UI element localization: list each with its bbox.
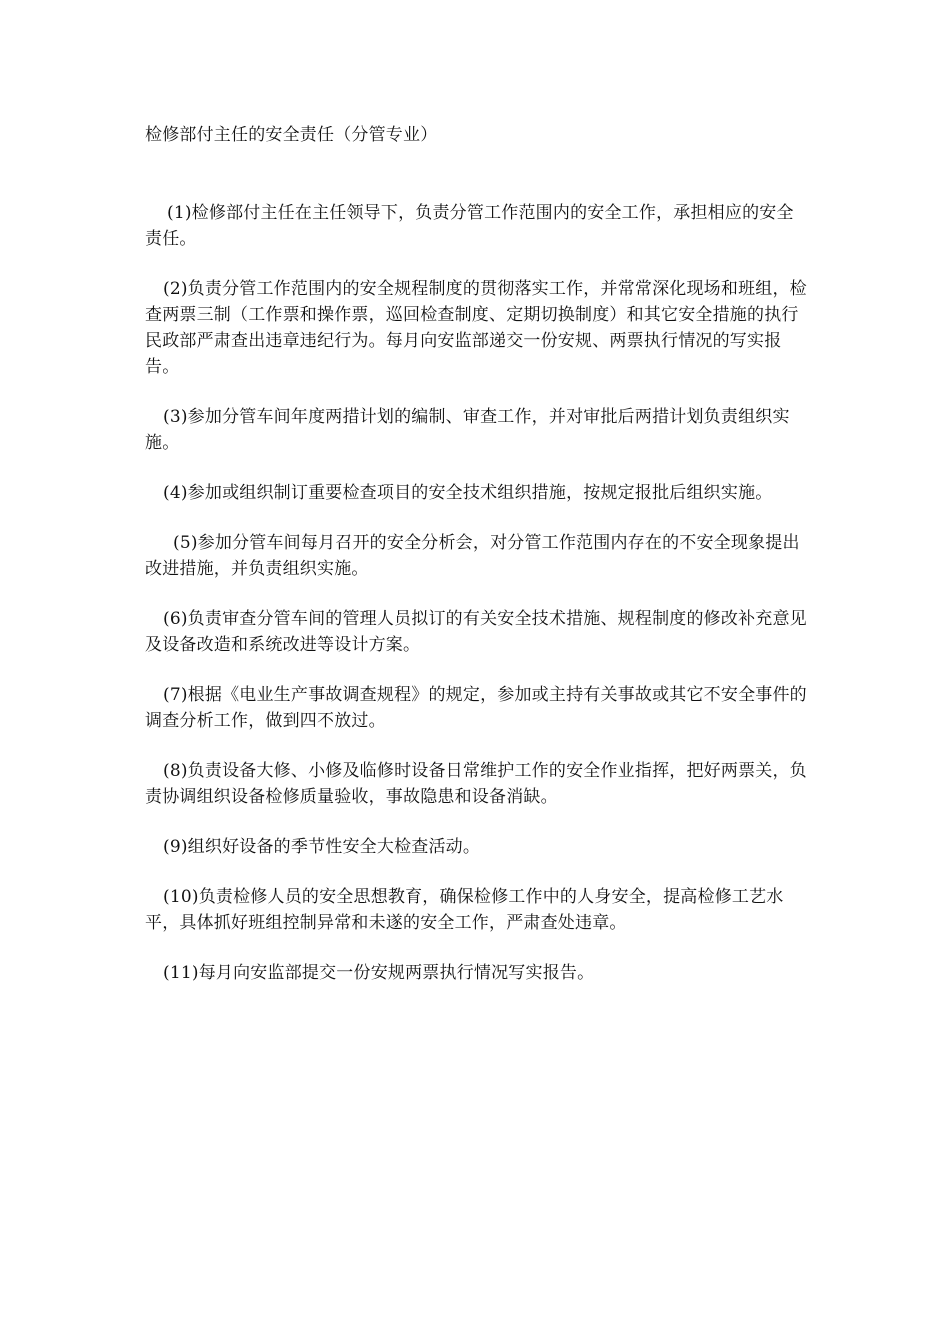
clause-10: (10)负责检修人员的安全思想教育，确保检修工作中的人身安全，提高检修工艺水平，具体抓好班组控制异常和未遂的安全工作，严肃查处违章。: [145, 887, 784, 933]
clause-2: (2)负责分管工作范围内的安全规程制度的贯彻落实工作，并常常深化现场和班组，检查两票三制（工作票和操作票，巡回检查制度、定期切换制度）和其它安全措施的执行民政部严肃查出违章违纪行为。每月向安监部递交一份安规、两票执行情况的写实报告。: [145, 279, 807, 377]
clause-8: (8)负责设备大修、小修及临修时设备日常维护工作的安全作业指挥，把好两票关，负责协调组织设备检修质量验收，事故隐患和设备消缺。: [145, 761, 807, 807]
clause-6: (6)负责审查分管车间的管理人员拟订的有关安全技术措施、规程制度的修改补充意见及设备改造和系统改进等设计方案。: [145, 609, 807, 655]
clause-11: (11)每月向安监部提交一份安规两票执行情况写实报告。: [163, 963, 595, 983]
clause-9: (9)组织好设备的季节性安全大检查活动。: [163, 837, 481, 857]
clause-5: (5)参加分管车间每月召开的安全分析会，对分管工作范围内存在的不安全现象提出改进措施，并负责组织实施。: [145, 533, 800, 579]
clause-7: (7)根据《电业生产事故调查规程》的规定，参加或主持有关事故或其它不安全事件的调查分析工作，做到四不放过。: [145, 685, 807, 731]
document-title: 检修部付主任的安全责任（分管专业）: [145, 125, 438, 145]
clause-1: (1)检修部付主任在主任领导下，负责分管工作范围内的安全工作，承担相应的安全责任。: [145, 203, 794, 249]
clause-3: (3)参加分管车间年度两措计划的编制、审查工作，并对审批后两措计划负责组织实施。: [145, 407, 790, 453]
clause-4: (4)参加或组织制订重要检查项目的安全技术组织措施，按规定报批后组织实施。: [163, 483, 773, 503]
document-page: [145, 122, 810, 1010]
